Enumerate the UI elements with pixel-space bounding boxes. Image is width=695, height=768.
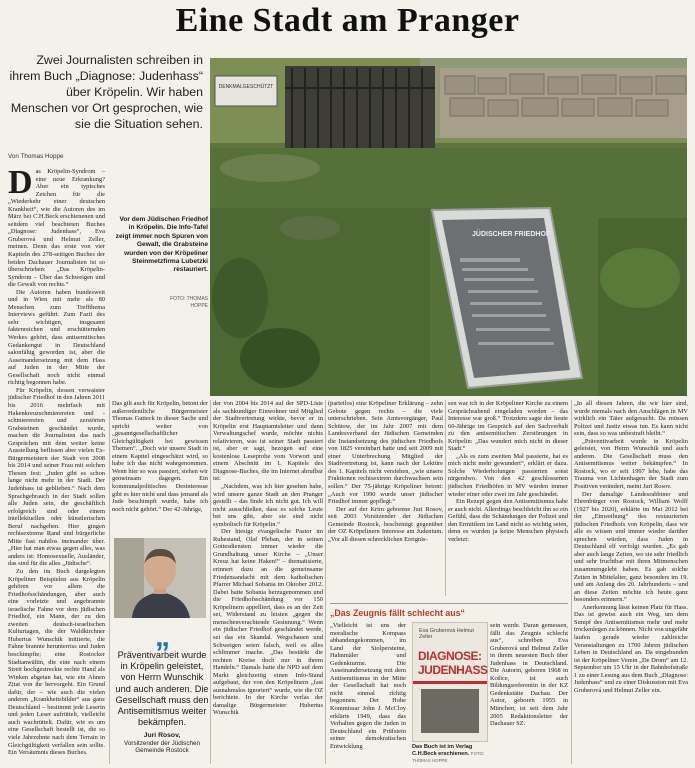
plaque-text: DENKMALGESCHÜTZT	[218, 84, 274, 90]
article-column-6	[574, 400, 688, 764]
column-rule	[325, 400, 326, 764]
column-rule	[571, 400, 572, 764]
pull-quote-name: Juri Rosov,	[143, 732, 181, 739]
column-rule	[445, 400, 446, 596]
article-paragraph: Anerkennung lässt keinen Platz für Hass. Das ist gewiss auch ein Weg, um dem Sumpf des Antisemitismus mehr und mehr trockenlegen zu können. Nicht von ungefähr laufen gerade wieder zahlreiche Veranstaltungen zu 1700 Jahren jüdischen Leben in Deutschland an. Da eingebunden ist der Kröpeliner Verein „De Drom“ am 12. September um 15 Uhr in der Bahnhofstraße 1 zu einer Lesung aus dem Buch „Diagnose: Judenhass“ und zu einer Diskussion mit Eva Gruberová und Helmut Zeller ein.	[574, 603, 688, 694]
book-title-line-2: JUDENHASS	[418, 663, 488, 677]
box-text-right: sein werde. Daran gemessen, fällt das Zeugnis schlecht aus“, schreiben Eva Gruberová und Helmut Zeller in ihrem neuesten Buch über Judenhass in Deutschland. Die Autorin, geboren 1968 in Košice, ist auch Bildungsreferentin in der KZ Gedenkstätte Dachau. Der Autor, geboren 1955 in München, ist seit dem Jahr 2005 Redaktionsleiter der Dachauer SZ.	[490, 622, 568, 728]
article-paragraph: (parteilos) eine Kröpeliner Erklärung – zehn Gebote gegen rechts – die viele unterschrieben. Sein Amtsvorgänger, Paul Schütow, der im Jahr 2007 mit dem Landesverband der Jüdischen Gemeinden die Instandsetzung des jüdischen Friedhofs von 1825 vereinbart hatte und seit 2009 mit einer Unterbrechung Mitglied der Stadtvertretung ist, kann nach der Lektüre des 1. Kapitels nicht verstehen, „wie unsere Fraktionen rechtsextrem durchwachsen sein sollen.“ Der 75-jährige Kröpeliner betont: „Auch vor 1990 wurde unser jüdischer Friedhof immer gepflegt.“	[328, 400, 443, 506]
article-paragraph: Das Kröpelin-Syndrom – eine neue Erkrankung? Aber ein typisches Zeichen für die „Wiederkehr einer deutschen Krankheit“, wie die Autoren des im März bei C.H.Beck erschienenen und seitdem viel beachteten Buches „Diagnose: Judenhass“, Eva Gruberová und Helmut Zeller, meinen. Denn das erste von vier Kapiteln des 278-seitigen Buches der beiden Dachauer Journalisten ist so überschrieben: „Das Kröpelin-Syndrom – Über das Schweigen und die Gewalt von rechts.“	[8, 168, 105, 289]
book-cover-bar	[413, 681, 487, 684]
subheadline: Zwei Journalisten schreiben in ihrem Buch „Diagnose: Judenhass“ über Kröpelin. Wir haben Menschen vor Ort gesprochen, wie sie die Situation sehen.	[9, 53, 203, 131]
book-caption: Das Buch ist im Verlag C.H.Beck erschienen. FOTO: THOMAS HOPPE	[412, 744, 485, 763]
article-paragraph: Ein Rezept gegen den Antisemitismus habe er auch nicht. Allerdings beschleicht ihn so ein Gefühl, dass die Schändungen der Polizei und den Ermittlern im Land nicht so wichtig seien, denn es wurden ja keine Menschen physisch verletzt:	[448, 498, 568, 543]
portrait-photo	[114, 538, 206, 618]
box-text-left: „Vielleicht ist uns der moralische Kompass abhandengekommen, im Land der Stolpersteine, Hahnmäler und Gedenkturme. Die Auseinandersetzung mit dem Antisemitismus in der Mitte der Gesellschaft hat noch nicht einmal richtig begonnen. Der Hohe Kommissar John J. McCloy erklärte 1949, dass das Verhalten gegen die Juden in Deutschland ein Prüfstein seiner demokratischen Entwicklung	[330, 622, 406, 750]
article-column-1	[8, 168, 105, 764]
column-rule	[109, 400, 110, 764]
cemetery-photo	[210, 58, 687, 396]
article-paragraph: Der hiesige evangelische Pastor im Ruhestand, Olaf Pleban, der in seinen Gottesdiensten immer wieder die Grundhaltung unser Kirche – „Unser Kreuz hat keine Haken!“ – thematisierte, erinnert dazu an die gemeinsame Friedensandacht mit dem katholischen Pfarrer Michael Sobania im Oktober 2012. Dabei hatte Sobania herzugenommen und die Friedhofsschändung vor 150 Kröpelinern appelliert, dass es an der Zeit sei, Widerstand zu leisten „gegen die menschenverachtende Gesinnung.“ Wenn ein jüdischer Friedhof geschändet werde, sei das ein Skandal. Wegschauen und Schweigen seien falsch, weil es alles schlimmer mache. „Das bestärkt die rechten Kreise doch nur in ihrem Handeln.“ Damals hatte die NPD auf dem Markt gleichzeitig einen Info-Stand aufgebaut, der von den Kröpelinern „fast ausnahmslos ignoriert“ wurde, wie die OZ berichtete. In der Kirche verlas der damalige Bürgermeister Hubertus Wunschik	[213, 528, 323, 717]
dropcap: D	[8, 168, 33, 201]
book-cover-image	[421, 689, 479, 733]
article-paragraph: der von 2004 bis 2014 auf der SPD-Liste als sachkundiger Einwohner und Mitglied der Stadtvertretung wirkte, bevor er in Kröpelin erst Hauptamtsleiter und dann Verwaltungschef wurde, möchte nichts relativieren, was ist seiner Stadt passiert ist, aber er sagt, bezogen auf eine kostenlose Leseprobe vom Vorwort und einem Abschnitt im 1. Kapitels des Diagnose-Buches, die im Internet abrufbar ist:	[213, 400, 323, 483]
article-paragraph: Die Autoren haben bundesweit und in Wien mit mehr als 80 Menschen zum Treffthema Interviews geführt. Zum Fazit des sehr wichtigen, insgesamt faktenreichen und erschütternden Werkes gehört, dass antisemitisches Gedankengut in Deutschland salonfähig geworden ist, aber die Auseinandersetzung mit dem Hass auf Juden in der Mitte der Gesellschaft noch nicht einmal richtig begonnen habe.	[8, 288, 105, 387]
article-column-2	[112, 400, 208, 536]
article-paragraph: „Als es zum zweiten Mal passierte, hat es mich nicht mehr gewundert“, erklärt er dazu. Solche Wiederholungen passierten sonst nirgendwo. Von den 42 geschlossenen jüdischen Friedhöfen in MV würden immer wieder einer oder zwei im Jahr geschändet.	[448, 452, 568, 498]
portrait-illustration	[114, 538, 206, 618]
photo-caption: Vor dem Jüdischen Friedhof in Kröpelin. Die Info-Tafel zeigt immer noch Spuren von Gewalt, die Grabsteine wurden von der Kröpeliner Steinmetzfirma Lubetzki restauriert.	[115, 216, 208, 274]
article-paragraph: Der auf der Krim geborene Juri Rosov, seit 2003 Vorsitzender der Jüdischen Gemeinde Rostock, bescheinigt gegenüber der OZ Kröpelinern Interesse am Judentum. „Vor all diesen schrecklichen Ereignis-	[328, 505, 443, 543]
article-paragraph: Der damalige Landesrabbiner und Ehrenbürger von Rostock, William Wolff (1927 bis 2020), erklärte im Mai 2012 bei der „Einweihung“ des restaurierten jüdischen Friedhofs von Kröpelin, dass wir alle es wissen und immer wieder darüber sprechen würden, dass Juden in Deutschland elf verfolgt wurden. „Es gab aber auch lange Zeiten, wo sie sehr friedlich und sehr fruchtbar mit ihren Mitmenschen zusammengelebt haben. Es gab solche Zeiten in Mittelalter, ganz besonders im 19. und am Anfang des 20. Jahrhunderts – und an diese Zeiten möchte ich heute ganz besonders erinnern.“	[574, 490, 688, 604]
article-paragraph: Für Kröpelin, dessen verwaister jüdischer Friedhof in den Jahren 2011 bis 2016 mehrfach mit Hakenkreuzschmierereien und -schmierereien und zerstörten Grabsteinen geschändet wurde, machen die Journalisten das nach Gesprächen mit dem weiter keine Ausstellung beflissen aber vielen Ex-Bürgermeistern der Stadt von 2008 bis 2014 und seiner Frau mit solchen Thesen fest: „Juden gibt es schon lange nicht mehr in der Stadt. Der Judenhass ist geblieben.“ Nach dem Sprachgebrauch in der Stadt sollen alle Juden sein, die geschäftlich erfolgreich sind oder einem intellektuellen oder künstlerischen Beruf nachgehen. Hier gingen rechtsextreme Rand und bürgerliche Mitte fast nahtlos ineinander über. „Hier hat man etwas gegen alles, was anders ist: Homosexuelle, Ausländer, das sind für die alles „Jüdische“.	[8, 386, 105, 568]
article-paragraph: Das gilt auch für Kröpelin, betont der außerordentliche Bürgermeister Thomas Gutteck in dieser Sache und spricht weiter von „gesamtgesellschaftlicher Gleichgültigkeit bei gewissen Themen“. „Doch wie unsere Stadt in einem Kapitel eingeschätzt wird, so habe ich das nicht wahrgenommen. Wenn hier so was passiert, stehen wir gemeinsam dagegen. Ein kommunalpolitisches Desinteresse gibt es hier nicht und dass jemand als Jude beschimpft wurde, habe ich noch nicht gehört.“ Der 42-Jährige,	[112, 400, 208, 513]
column-rule	[210, 400, 211, 764]
article-paragraph: „In all diesen Jahren, die wir hier sind, wurde niemals nach den Anschlägen in MV wirklich ein Täter aufgesucht. Da müssen Polizei und Justiz etwas tun. Es kann nicht sein, dass so was unbestraft bleibt.“	[574, 400, 688, 438]
book-credit: FOTO: THOMAS HOPPE	[412, 750, 485, 763]
cemetery-photo-illustration	[210, 58, 687, 396]
book-info-box	[330, 603, 568, 765]
article-paragraph: „Präventivarbeit wurde in Kröpelin geleistet, von Herrn Wunschik und auch anderen. Die Gesellschaft muss den Antisemitismus weiter bekämpfen.“ In Rostock, wo er seit 1997 lebe, habe das Trauma von Lichtenhagen der Stadt zum Positiven verändert, meint Juri Rosov.	[574, 437, 688, 491]
photo-credit: FOTO: THOMAS HOPPE	[170, 296, 208, 309]
article-paragraph: Zu den im Buch dargelegten Kröpeliner Beispielen aus Kröpelin gehören vor allem die Friedhofsschändungen, aber auch eine vorletzte und angebrannte israelische Fahne vor dem jüdischen Friedhof, ein Mann, der zu den zweiten deutsch-israelischen Kulturtagen, die der Waldkirchner Hubertus Wunschik initiierte, die Fahne brannte herunterriss und Juden beschimpfte; eine Rostocker Stadtanwältin, die eine nach einem Streit hochgestreckte rechte Hand als Winken abgetan hat, wie ein Ahnen Zitat von ihr hervorgeht. Ein Grund dafür, der – wie auch die vielen anderen „Krankheitsbilder“ aus ganz Deutschland – bestimmt jede Leserin und jeden Leser aufrüttelt, vielleicht auch wachrüttelt. Dafür, wie es um eine Gesellschaft bestellt ist, die so viele Jahrzehnte nach dem Terrain in Gleichgültigkeit verfallen sein sollte. Ein Versäumnis dieses Buches.	[8, 567, 105, 757]
box-title: „Das Zeugnis fällt schlecht aus“	[330, 608, 465, 618]
pull-quote-role: Vorsitzender der Jüdischen Gemeinde Rostock	[124, 739, 200, 754]
quote-mark-icon: „	[155, 620, 170, 653]
book-title-line-1: DIAGNOSE:	[418, 649, 482, 663]
byline: Von Thomas Hoppe	[8, 153, 64, 160]
article-paragraph: sen war ich in der Kröpeliner Kirche zu einem Gesprächsabend eingeladen worden – das Interesse war groß.“ Trotzdem sagte der heute 60-Jährige im Gespräch auf den Sachverhalt zu den antisemitischen Zerstörungen in Kröpelin: „Das wundert mich nicht in dieser Stadt.“	[448, 400, 568, 453]
article-column-5	[448, 400, 568, 596]
headline: Eine Stadt am Pranger	[175, 2, 520, 39]
book-cover	[412, 622, 488, 742]
article-column-3	[213, 400, 323, 764]
article-paragraph: „Nachdem, was ich hier gesehen habe, wird unsere ganze Stadt an den Pranger gestellt – das finde ich nicht gut. Ich will nicht ausschließen, dass es solche Leute bei uns gibt, aber sie sind nicht symbolisch für Kröpelin.“	[213, 483, 323, 528]
pull-quote: Präventivarbeit wurde in Kröpelin geleistet, von Herrn Wunschik und auch anderen. Die Gesellschaft muss den Antisemitismus weiter bekämpfen.	[115, 650, 209, 728]
sign-text: JÜDISCHER FRIEDHOF	[472, 231, 551, 238]
book-authors: Eva Gruberová Helmut Zeller	[419, 628, 474, 640]
article-column-4	[328, 400, 443, 596]
pull-quote-attribution	[114, 732, 210, 755]
